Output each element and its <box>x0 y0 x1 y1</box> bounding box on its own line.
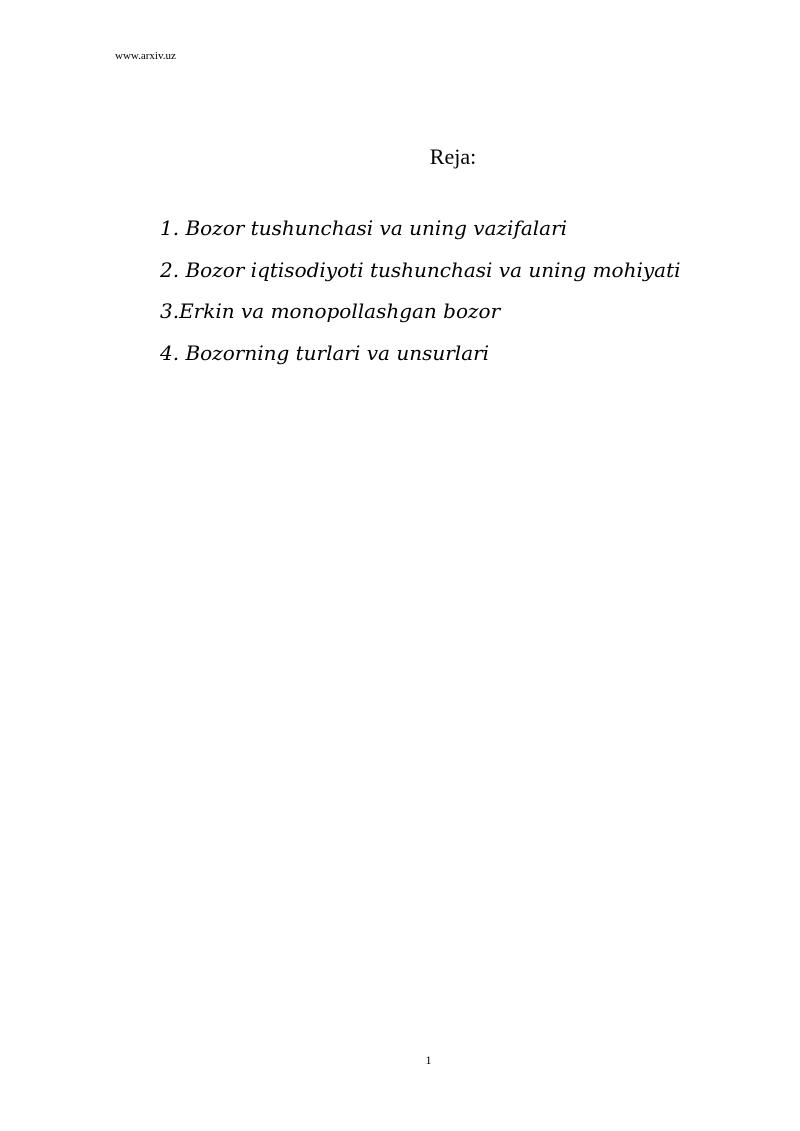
list-item: 4. Bozorning turlari va unsurlari <box>160 340 490 365</box>
page-number: 1 <box>425 1053 432 1067</box>
plan-list <box>160 214 681 380</box>
list-item: 3.Erkin va monopollashgan bozor <box>160 299 501 324</box>
header-url: www.arxiv.uz <box>115 50 176 62</box>
list-item: 1. Bozor tushunchasi va uning vazifalari <box>160 216 568 240</box>
list-item: 2. Bozor iqtisodiyoti tushunchasi va uning mohiyati <box>160 257 681 282</box>
page-title: Reja: <box>429 144 477 169</box>
